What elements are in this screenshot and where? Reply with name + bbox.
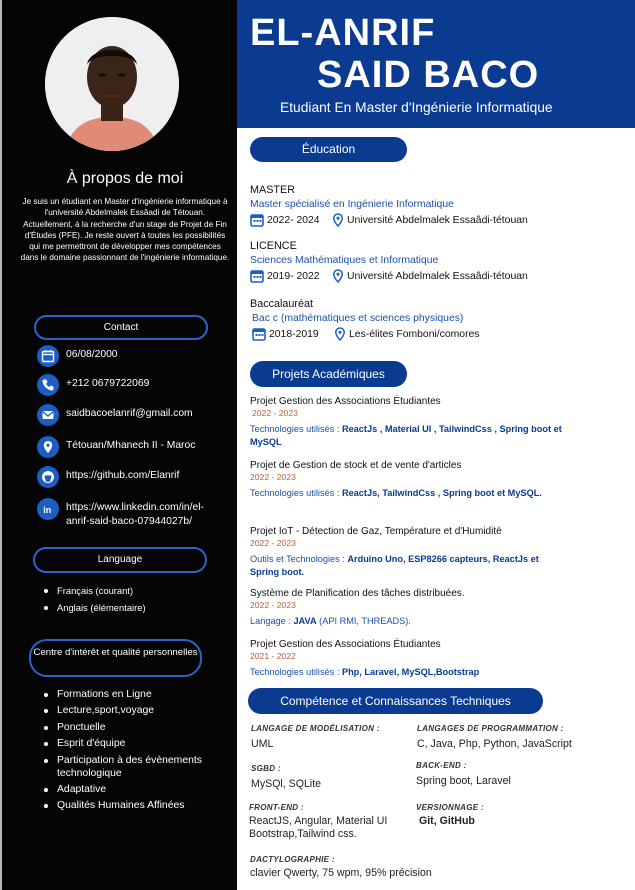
project-tech-list: Arduino Uno, ESP8266 capteurs, ReactJs et Spring boot.: [250, 554, 539, 577]
interest-item: Participation à des évènements technologique: [40, 754, 230, 780]
location-icon: [334, 327, 346, 341]
project-date: 2022 - 2023: [250, 472, 296, 482]
degree-years: 2022- 2024: [267, 215, 320, 226]
project-tech-label: Technologies utilisés :: [250, 488, 342, 498]
project-tech-list: JAVA: [293, 616, 317, 626]
degree-place: Université Abdelmalek Essaâdi-tétouan: [347, 215, 528, 226]
project-tech: [250, 423, 570, 448]
project-date: 2022 - 2023: [250, 600, 296, 610]
contact-phone-text: +212 0679722069: [66, 378, 150, 389]
degree-name: MASTER: [250, 184, 295, 196]
interest-item: Esprit d'équipe: [40, 737, 230, 750]
degree-name: Baccalauréat: [250, 298, 314, 310]
location-icon: [332, 213, 344, 227]
project-tech: [250, 487, 550, 500]
calendar-icon: [250, 269, 264, 283]
skill-frontend: [249, 803, 409, 841]
degree-field: Master spécialisé en Ingénierie Informatique: [250, 199, 454, 210]
project-tech-label: Technologies utilisés :: [250, 667, 342, 677]
interest-item: Ponctuelle: [40, 721, 230, 734]
degree-field: Sciences Mathématiques et Informatique: [250, 255, 439, 266]
skill-label: LANGAGES DE PROGRAMMATION :: [417, 724, 564, 733]
calendar-icon: [252, 327, 266, 341]
degree-meta: [250, 213, 630, 229]
education-item-master: [250, 184, 630, 229]
degree-place: Université Abdelmalek Essaâdi-tétouan: [347, 271, 528, 282]
contact-address-text: Tétouan/Mhanech II - Maroc: [66, 440, 196, 451]
contact-heading: Contact: [34, 315, 208, 340]
contact-linkedin-text[interactable]: https://www.linkedin.com/in/el-anrif-said-baco-07944027b/: [66, 502, 204, 527]
svg-text:in: in: [43, 505, 52, 515]
skill-label: LANGAGE DE MODÉLISATION :: [251, 724, 380, 733]
language-heading: Language: [33, 547, 207, 573]
skill-sgbd: [251, 764, 401, 791]
project-tech: [250, 666, 620, 679]
degree-name: LICENCE: [250, 240, 297, 252]
contact-birthdate-text: 06/08/2000: [66, 349, 118, 360]
project-tech-label: Outils et Technologies :: [250, 554, 348, 564]
location-icon: [332, 269, 344, 283]
about-title: À propos de moi: [66, 170, 184, 187]
skill-backend: [416, 761, 626, 788]
degree-place: Les-élites Fomboni/comores: [349, 329, 480, 340]
skill-typing: [250, 855, 620, 880]
job-title: Etudiant En Master d'Ingénierie Informatique: [280, 100, 553, 115]
project-tech-list: Php, Laravel, MySQL,Bootstrap: [341, 667, 480, 677]
github-icon: [37, 466, 59, 488]
email-icon: [37, 404, 59, 426]
skill-value: Spring boot, Laravel: [416, 775, 511, 787]
interest-item: Qualités Humaines Affinées: [40, 799, 230, 812]
linkedin-icon: [37, 498, 59, 520]
calendar-icon: [37, 345, 59, 367]
project-date: 2022 - 2023: [252, 408, 298, 418]
skill-label: DACTYLOGRAPHIE :: [250, 855, 335, 864]
project-tech-label: Technologies utilisés :: [250, 424, 342, 434]
contact-github-text[interactable]: https://github.com/Elanrif: [66, 470, 180, 481]
name-line-2: SAID BACO: [317, 54, 540, 96]
project-title: Système de Planification des tâches distribuées.: [250, 588, 465, 599]
interest-item: Formations en Ligne: [40, 688, 230, 701]
projects-heading: Projets Académiques: [250, 361, 407, 387]
interest-item: Adaptative: [40, 783, 230, 796]
skill-value: Git, GitHub: [419, 815, 475, 827]
location-icon: [37, 436, 59, 458]
project-tech: [250, 615, 620, 628]
skill-label: SGBD :: [251, 764, 281, 773]
project-title: Projet IoT - Détection de Gaz, Température et d'Humidité: [250, 526, 502, 537]
education-item-bac: [250, 298, 630, 343]
skill-label: VERSIONNAGE :: [416, 803, 484, 812]
skill-value: MySQl, SQLite: [251, 778, 322, 790]
name-line-1: EL-ANRIF: [250, 12, 436, 54]
profile-photo: [45, 17, 179, 151]
interest-item: Lecture,sport,voyage: [40, 704, 230, 717]
project-tech: [250, 553, 550, 578]
project-item: [250, 460, 620, 500]
project-title: Projet Gestion des Associations Étudiantes: [250, 396, 441, 407]
project-tech-list: ReactJs, TailwindCss , Spring boot et MySQL.: [341, 488, 542, 498]
skills-heading: Compétence et Connaissances Techniques: [248, 688, 543, 714]
language-item: Français (courant): [40, 582, 230, 599]
project-title: Projet Gestion des Associations Étudiantes: [250, 639, 441, 650]
skill-value: C, Java, Php, Python, JavaScript: [417, 738, 572, 750]
degree-years: 2019- 2022: [267, 271, 320, 282]
project-item: [250, 588, 620, 628]
skill-modeling: [251, 724, 401, 751]
project-item: [250, 526, 620, 578]
degree-years: 2018-2019: [269, 329, 319, 340]
project-title: Projet de Gestion de stock et de vente d'articles: [250, 460, 462, 471]
degree-meta: [250, 327, 630, 343]
skill-value: clavier Qwerty, 75 wpm, 95% précision: [250, 867, 432, 879]
calendar-icon: [250, 213, 264, 227]
skill-programming: [417, 724, 627, 751]
education-item-licence: [250, 240, 630, 285]
education-heading: Éducation: [250, 137, 407, 162]
skill-label: BACK-END :: [416, 761, 467, 770]
skill-value: UML: [251, 738, 274, 750]
skill-value: ReactJS, Angular, Material UI Bootstrap,Tailwind css.: [249, 815, 388, 840]
project-item: [250, 396, 620, 448]
project-date: 2021 - 2022: [250, 651, 296, 661]
phone-icon: [37, 374, 59, 396]
language-list: [40, 582, 230, 616]
project-tech-label: Langage :: [250, 616, 294, 626]
project-date: 2022 - 2023: [250, 538, 296, 548]
interests-heading: Centre d'intérêt et qualité personnelles: [29, 639, 202, 677]
project-tech-suffix: (API RMI, THREADS).: [316, 616, 411, 626]
language-item: Anglais (élémentaire): [40, 599, 230, 616]
contact-email-text[interactable]: saidbacoelanrif@gmail.com: [66, 408, 193, 419]
degree-field: Bac c (mathématiques et sciences physiques): [252, 313, 464, 324]
skill-label: FRONT-END :: [249, 803, 304, 812]
degree-meta: [250, 269, 630, 285]
interests-list: [40, 688, 230, 816]
skill-versioning: [416, 803, 626, 828]
project-item: [250, 639, 620, 679]
about-text: Je suis un étudiant en Master d'ingénierie informatique à l'université Abdelmalek Essâadi de Tétouan. Actuellement, à la recherche d'un stage de Projet de Fin d'Études (PFE). Je reste ouvert à toutes les possibilités qui me permettront de développer mes compétences dans le domaine passionnant de l'ingénierie informatique.: [20, 197, 230, 263]
project-tech-list: ReactJs , Material UI , TailwindCss , Spring boot et MySQL: [250, 424, 562, 447]
